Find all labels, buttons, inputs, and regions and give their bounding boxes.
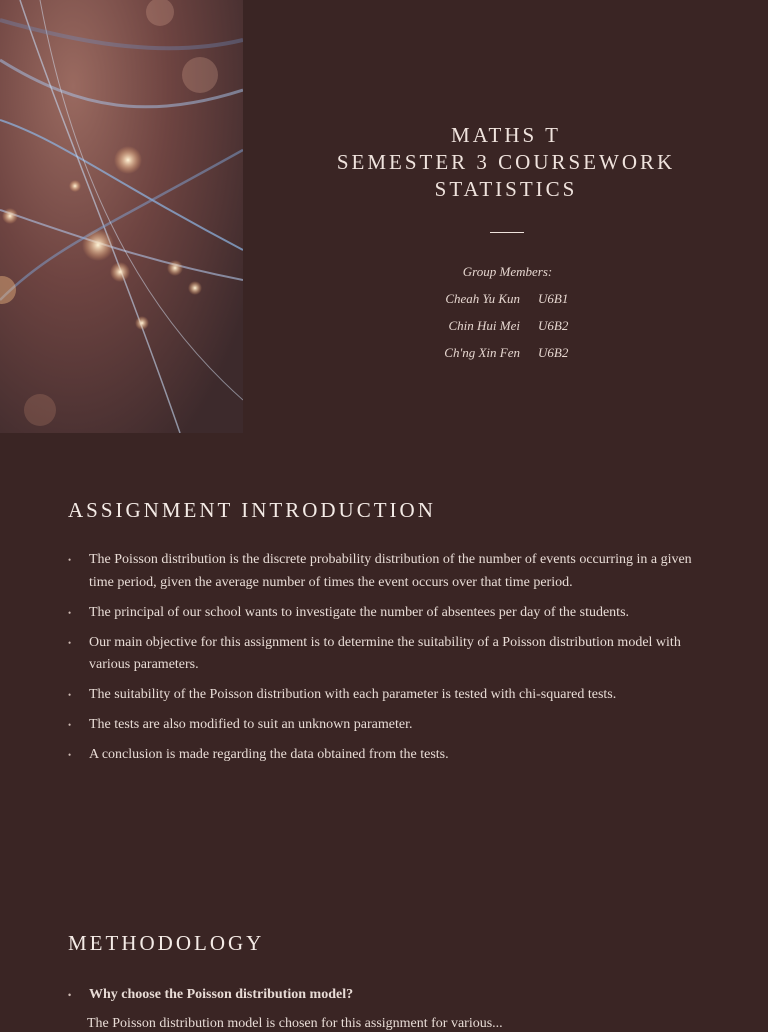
member-class: U6B2 (538, 345, 569, 360)
list-item (68, 632, 708, 677)
member-name: Ch'ng Xin Fen (444, 345, 520, 360)
methodology-list (68, 984, 708, 1014)
bullet-text: The tests are also modified to suit an unknown parameter. (89, 717, 413, 732)
bullet-text: Why choose the Poisson distribution model? (89, 987, 354, 1002)
member-name: Chin Hui Mei (448, 318, 520, 333)
methodology-text-cut: The Poisson distribution model is chosen for this assignment for various... (87, 1016, 503, 1031)
bullet-icon: • (68, 690, 72, 700)
title-line-2: SEMESTER 3 COURSEWORK (336, 150, 676, 174)
group-members (420, 262, 595, 370)
member-row (420, 343, 595, 370)
list-item (68, 984, 708, 1007)
page-title (306, 122, 706, 203)
members-heading: Group Members: (462, 264, 553, 279)
introduction-heading: ASSIGNMENT INTRODUCTION (68, 498, 436, 522)
bullet-text: The suitability of the Poisson distribution with each parameter is tested with chi-squared tests. (89, 687, 617, 702)
title-divider (490, 232, 524, 233)
member-row (420, 316, 595, 343)
list-item (68, 684, 708, 707)
bullet-text: A conclusion is made regarding the data obtained from the tests. (89, 747, 449, 762)
member-name: Cheah Yu Kun (445, 291, 520, 306)
title-line-3: STATISTICS (434, 177, 578, 201)
bullet-icon: • (68, 637, 72, 648)
bullet-icon: • (68, 555, 72, 565)
member-class: U6B1 (538, 291, 569, 306)
cover-photo (0, 0, 243, 433)
bullet-text: The principal of our school wants to investigate the number of absentees per day of the students. (89, 604, 630, 620)
bullet-icon: • (68, 607, 72, 618)
list-item (68, 602, 708, 625)
list-item (68, 744, 708, 767)
bullet-icon: • (68, 750, 72, 760)
title-line-1: MATHS T (451, 123, 561, 147)
bullet-icon: • (68, 990, 72, 1000)
bullet-icon: • (68, 720, 72, 730)
bullet-text: The Poisson distribution is the discrete probability distribution of the number of events occurring in a given time period, given the average number of times the event occurs over that time period. (89, 552, 692, 590)
member-class: U6B2 (538, 318, 569, 333)
list-item (68, 549, 708, 594)
member-row (420, 289, 595, 316)
list-item (68, 714, 708, 737)
introduction-list (68, 549, 708, 774)
methodology-heading: METHODOLOGY (68, 931, 265, 955)
bullet-text: Our main objective for this assignment is to determine the suitability of a Poisson distribution model with various parameters. (89, 634, 681, 672)
